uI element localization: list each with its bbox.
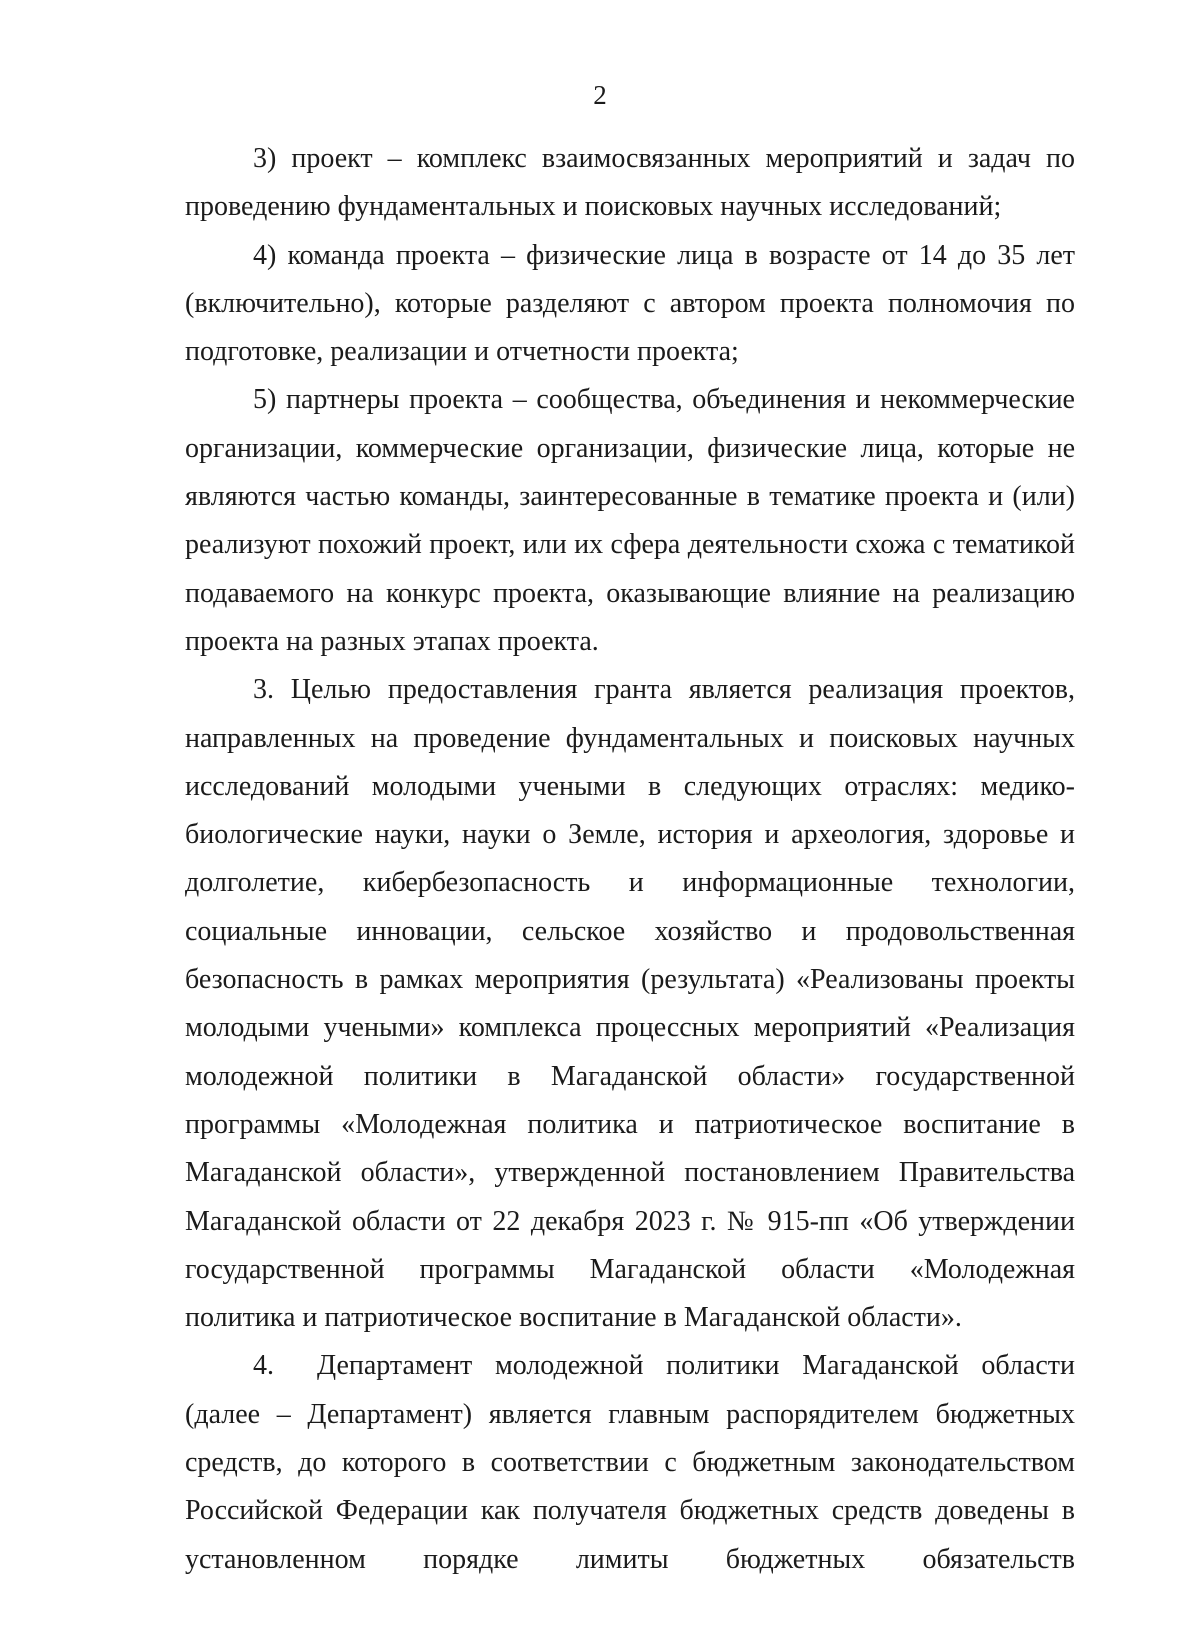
paragraph-number: 4.	[253, 1350, 274, 1382]
document-body	[185, 135, 1075, 1584]
paragraph-department-text: Департамент молодежной политики Магаданской области (далее – Департамент) является главным распорядителем бюджетных средств, до которого в соответствии с бюджетным законодательством Российской Федерации как получателя бюджетных средств доведены в установленном порядке лимиты бюджетных обязательств	[185, 1350, 1075, 1575]
paragraph-grant-purpose: 3. Целью предоставления гранта является реализация проектов, направленных на проведение фундаментальных и поисковых научных исследований молодыми учеными в следующих отраслях: медико-биологические науки, науки о Земле, история и археология, здоровье и долголетие, кибербезопасность и информационные технологии, социальные инновации, сельское хозяйство и продовольственная безопасность в рамках мероприятия (результата) «Реализованы проекты молодыми учеными» комплекса процессных мероприятий «Реализация молодежной политики в Магаданской области» государственной программы «Молодежная политика и патриотическое воспитание в Магаданской области», утвержденной постановлением Правительства Магаданской области от 22 декабря 2023 г. № 915-пп «Об утверждении государственной программы Магаданской области «Молодежная политика и патриотическое воспитание в Магаданской области».	[185, 674, 1075, 1334]
paragraph-project-team-definition: 4) команда проекта – физические лица в возрасте от 14 до 35 лет (включительно), которые разделяют с автором проекта полномочия по подготовке, реализации и отчетности проекта;	[185, 239, 1075, 368]
paragraph-department	[185, 1342, 1075, 1583]
page-number: 2	[593, 80, 607, 110]
paragraph-project-partners-definition: 5) партнеры проекта – сообщества, объединения и некоммерческие организации, коммерческие организации, физические лица, которые не являются частью команды, заинтересованные в тематике проекта и (или) реализуют похожий проект, или их сфера деятельности схожа с тематикой подаваемого на конкурс проекта, оказывающие влияние на реализацию проекта на разных этапах проекта.	[185, 384, 1075, 657]
paragraph-project-definition: 3) проект – комплекс взаимосвязанных мероприятий и задач по проведению фундаментальных и поисковых научных исследований;	[185, 143, 1075, 223]
